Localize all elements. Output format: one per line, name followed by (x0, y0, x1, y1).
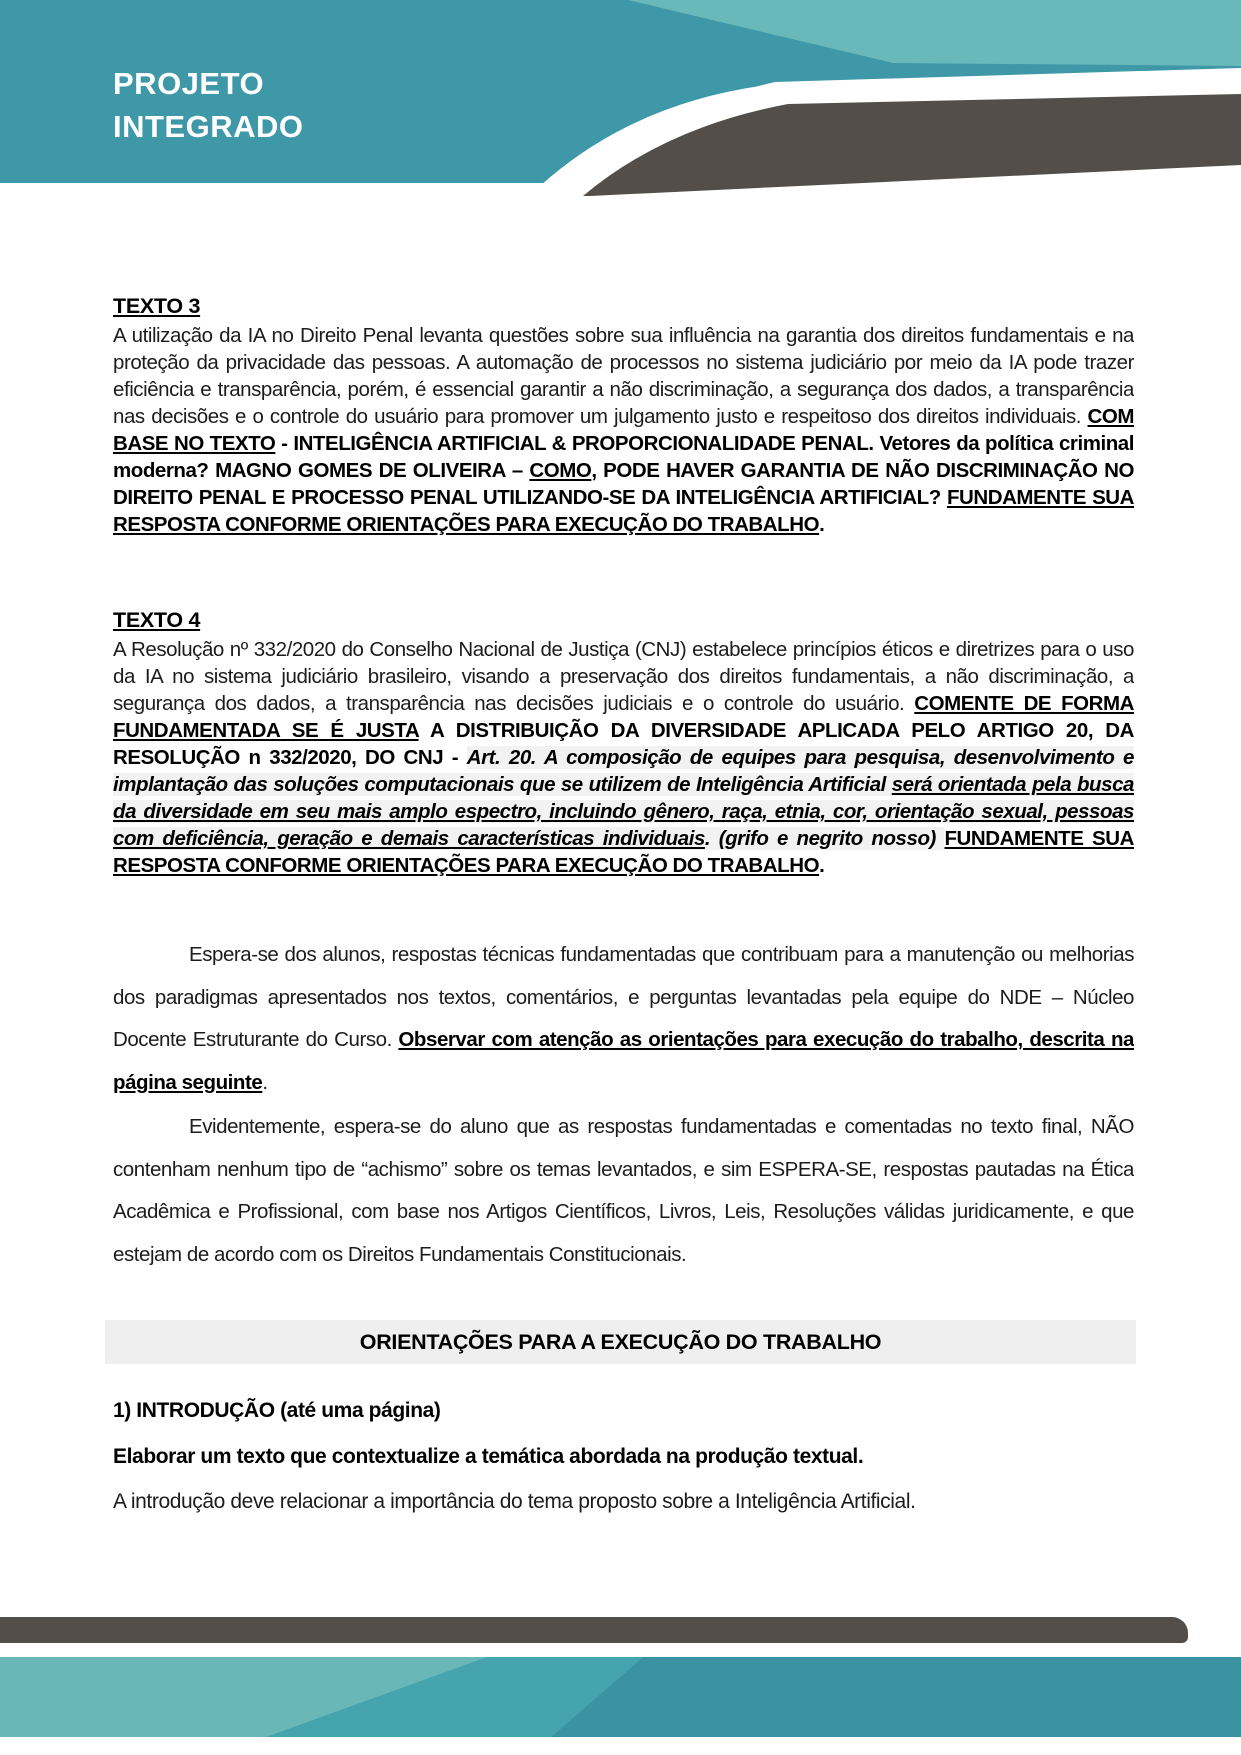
text-segment: Espera-se dos alunos, respostas técnicas fundamentadas que contribuam para a manutenção ou melhorias dos paradigmas apresentados nos textos, comentários, e perguntas levantadas pela equipe do NDE – Núcleo Docente Estruturante do Curso. (113, 943, 1134, 1051)
texto4-heading: TEXTO 4 (113, 608, 201, 632)
texto4-paragraph (113, 636, 1134, 879)
texto3-section (113, 294, 1134, 556)
text-segment: Evidentemente, espera-se do aluno que as respostas fundamentadas e comentadas no texto final, NÃO contenham nenhum tipo de “achismo” sobre os temas levantados, e sim ESPERA-SE, respostas pautadas na Ética Acadêmica e Profissional, com base nos Artigos Científicos, Livros, Leis, Resoluções válidas juridicamente, e que estejam de acordo com os Direitos Fundamentais Constitucionais. (113, 1115, 1134, 1266)
text-segment: . (819, 513, 825, 536)
page-title-line2: INTEGRADO (113, 109, 304, 144)
text-segment: Observar com atenção as orientações para execução do trabalho, descrita na página seguinte (113, 1028, 1134, 1094)
text-segment: . (grifo e negrito nosso) (704, 827, 945, 850)
text-segment: A utilização da IA no Direito Penal levanta questões sobre sua influência na garantia dos direitos fundamentais e na proteção da privacidade das pessoas. A automação de processos no sistema judiciário por meio da IA pode trazer eficiência e transparência, porém, é essencial garantir a não discriminação, a segurança dos dados, a transparência nas decisões e o controle do usuário para promover um julgamento justo e respeitoso dos direitos individuais. (113, 324, 1134, 428)
text-segment: . (262, 1070, 268, 1094)
orientacoes-band (105, 1320, 1136, 1364)
text-segment: Art. 20. A composição de equipes para pesquisa, desenvolvimento e implantação das soluções computacionais que se utilizem de Inteligência Artificial (113, 746, 1134, 796)
page-title-line1: PROJETO (113, 66, 265, 101)
intro-item-title: 1) INTRODUÇÃO (até uma página) (113, 1399, 441, 1422)
orientacoes-band-title: ORIENTAÇÕES PARA A EXECUÇÃO DO TRABALHO (359, 1329, 882, 1354)
text-segment: COMENTE DE FORMA FUNDAMENTADA SE É JUSTA (113, 692, 1134, 742)
expectations-paragraph-1 (113, 934, 1134, 1104)
expectations-paragraph-2 (113, 1106, 1134, 1276)
expectations-paragraph-1-wrap (113, 934, 1134, 1106)
footer-banner-graphic (0, 1657, 1241, 1737)
page-title (113, 62, 304, 148)
text-segment: COM BASE NO TEXTO (113, 405, 1134, 455)
text-segment: A DISTRIBUIÇÃO DA DIVERSIDADE APLICADA PELO ARTIGO 20, DA RESOLUÇÃO n 332/2020, DO CNJ - (113, 719, 1134, 769)
texto3-heading: TEXTO 3 (113, 294, 201, 318)
text-segment: A Resolução nº 332/2020 do Conselho Nacional de Justiça (CNJ) estabelece princípios éticos e diretrizes para o uso da IA no sistema judiciário brasileiro, visando a preservação dos direitos fundamentais, a não discriminação, a segurança dos dados, a transparência nas decisões judiciais e o controle do usuário. (113, 638, 1134, 715)
texto3-paragraph (113, 322, 1134, 538)
intro-item-line1: Elaborar um texto que contextualize a temática abordada na produção textual. (113, 1445, 864, 1468)
footer-dark-teal-wedge (551, 1657, 1241, 1737)
text-segment: COMO (529, 459, 592, 482)
intro-item-line2: A introdução deve relacionar a importância do tema proposto sobre a Inteligência Artificial. (113, 1490, 916, 1513)
text-segment: será orientada pela busca da diversidade em seu mais amplo espectro, incluindo gênero, raça, etnia, cor, orientação sexual, pessoas com deficiência, geração e demais características individuais (113, 773, 1134, 850)
texto4-section (113, 608, 1134, 900)
text-segment: FUNDAMENTE SUA RESPOSTA CONFORME ORIENTAÇÕES PARA EXECUÇÃO DO TRABALHO (113, 486, 1134, 536)
expectations-paragraph-2-wrap (113, 1106, 1134, 1316)
text-segment: FUNDAMENTE SUA RESPOSTA CONFORME ORIENTAÇÕES PARA EXECUÇÃO DO TRABALHO (113, 827, 1134, 877)
footer-dark-bar (0, 1617, 1188, 1643)
text-segment: , PODE HAVER GARANTIA DE NÃO DISCRIMINAÇÃO NO DIREITO PENAL E PROCESSO PENAL UTILIZANDO-SE DA INTELIGÊNCIA ARTIFICIAL? (113, 459, 1134, 509)
text-segment: . (819, 854, 825, 877)
text-segment: - INTELIGÊNCIA ARTIFICIAL & PROPORCIONALIDADE PENAL. Vetores da política criminal moderna? MAGNO GOMES DE OLIVEIRA – (113, 432, 1134, 482)
